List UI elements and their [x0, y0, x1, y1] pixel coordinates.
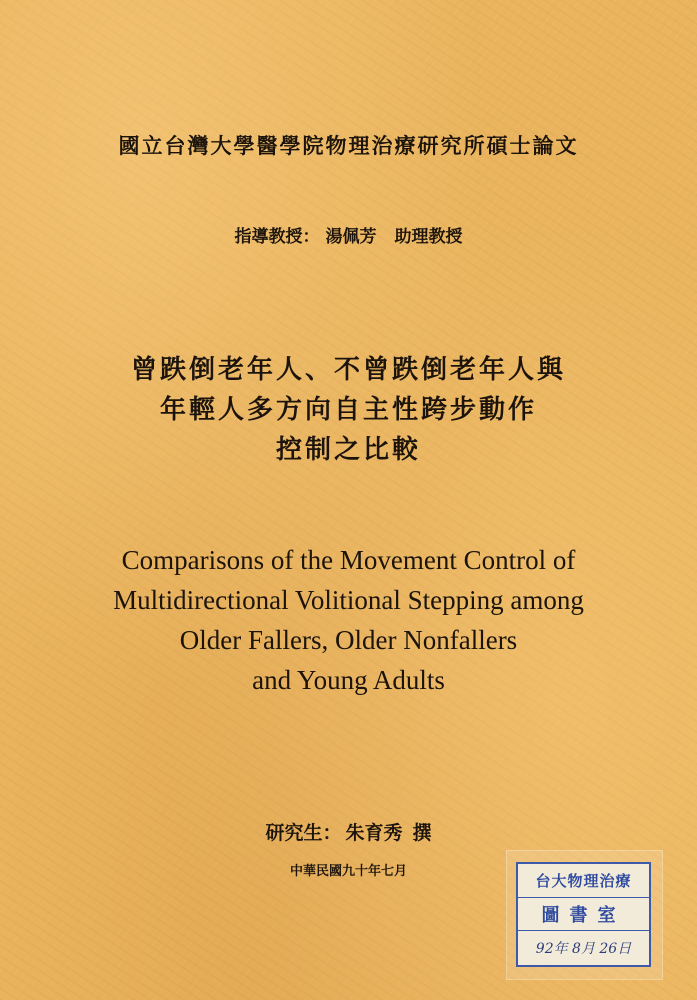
english-title-line-3: Older Fallers, Older Nonfallers [179, 625, 518, 655]
author-label: 研究生： [265, 822, 342, 844]
english-title-line-4: and Young Adults [252, 665, 445, 695]
library-stamp [516, 862, 651, 967]
english-title-line-2: Multidirectional Volitional Stepping among [113, 585, 584, 615]
university-line: 國立台灣大學醫學院物理治療研究所碩士論文 [118, 133, 579, 158]
author-name: 朱育秀 [345, 822, 403, 844]
stamp-library-name: 台大物理治療 [518, 864, 649, 898]
advisor-line [0, 222, 697, 247]
author-suffix: 撰 [412, 822, 432, 844]
stamp-room: 圖書室 [518, 898, 649, 932]
chinese-title [0, 350, 697, 470]
chinese-title-line-2: 年輕人多方向自主性跨步動作 [159, 395, 537, 425]
publication-date: 中華民國九十年七月 [289, 864, 407, 879]
stamp-date: 92年 8月 26日 [535, 941, 632, 958]
chinese-title-line-1: 曾跌倒老年人、不曾跌倒老年人與 [130, 355, 566, 385]
chinese-title-line-3: 控制之比較 [275, 435, 421, 465]
advisor-title: 助理教授 [394, 227, 463, 247]
advisor-name: 湯佩芳 [325, 227, 377, 247]
english-title-line-1: Comparisons of the Movement Control of [121, 545, 576, 575]
english-title [0, 540, 697, 700]
advisor-label: 指導教授： [234, 227, 320, 247]
author-line [0, 818, 697, 845]
